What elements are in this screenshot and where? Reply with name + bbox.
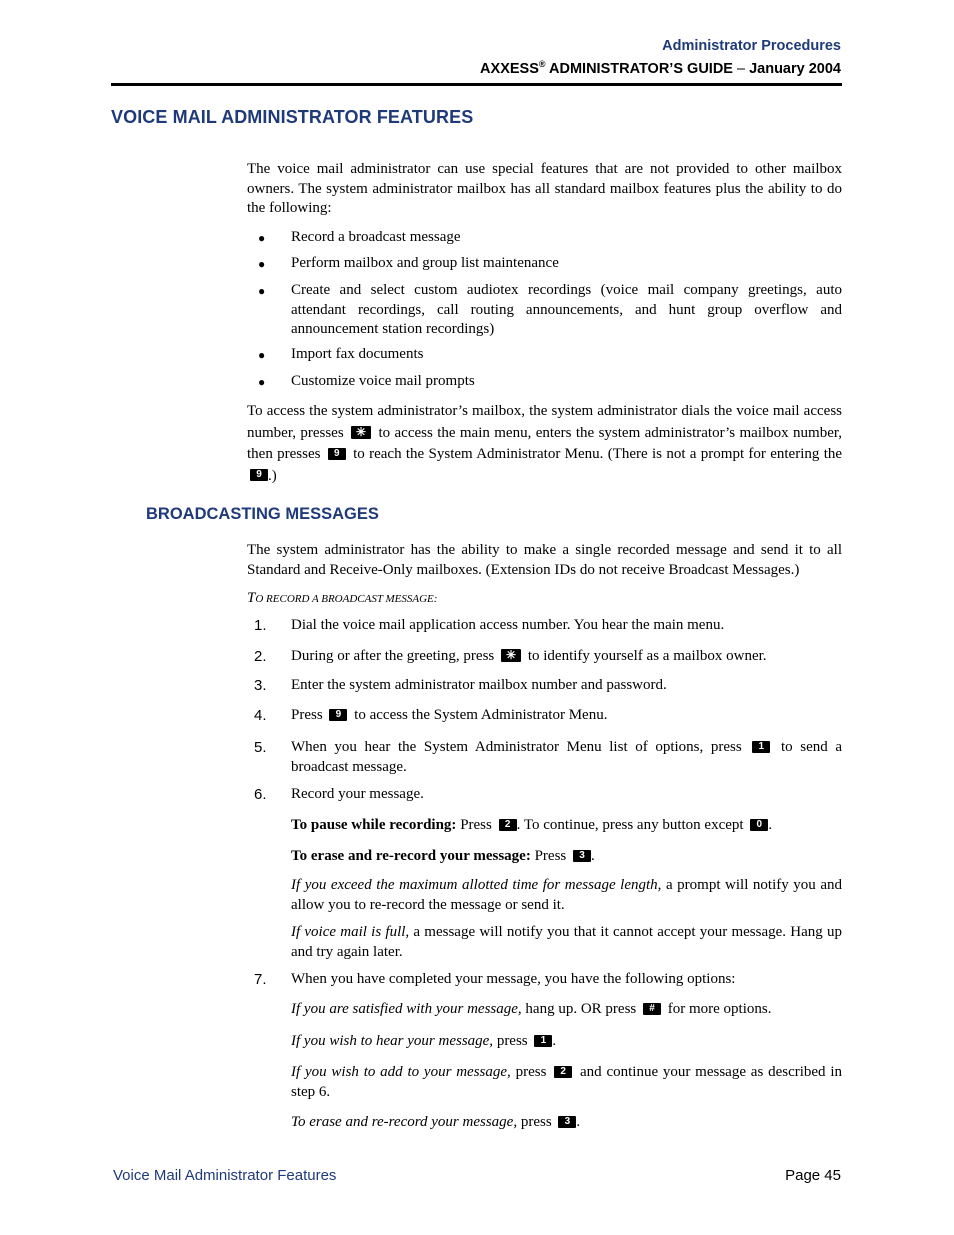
key-0-icon: 0 (750, 819, 768, 831)
step-text: During or after the greeting, press ✳ to identify yourself as a mailbox owner. (291, 648, 767, 664)
step-number: 1. (254, 617, 267, 634)
bullet-marker: ● (258, 284, 266, 298)
key-9-icon: 9 (329, 709, 347, 721)
page-title: VOICE MAIL ADMINISTRATOR FEATURES (111, 107, 474, 127)
exceed-note: If you exceed the maximum allotted time for message length, a prompt will notify you and allow you to re-record the message or send it. (291, 877, 842, 913)
step-text: Press 9 to access the System Administrator Menu. (291, 707, 608, 723)
erase-instruction: To erase and re-record your message: Press 3 . (291, 848, 595, 864)
bullet-marker: ● (258, 231, 266, 245)
bullet-item: Create and select custom audiotex recordings (voice mail company greetings, auto attendant recordings, call routing announcements, and hunt group overflow and announcement station recordings) (291, 282, 842, 337)
procedure-title: TO RECORD A BROADCAST MESSAGE: (247, 590, 438, 606)
step-number: 3. (254, 677, 267, 694)
header-guide-title: AXXESS® ADMINISTRATOR’S GUIDE – January 2004 (480, 59, 841, 77)
bullet-marker: ● (258, 257, 266, 271)
full-note: If voice mail is full, a message will notify you that it cannot accept your message. Hang up and try again later. (291, 924, 842, 960)
step-number: 4. (254, 707, 267, 724)
header-section-title: Administrator Procedures (662, 38, 841, 54)
footer-page-number: Page 45 (785, 1167, 841, 1184)
footer-section-name: Voice Mail Administrator Features (113, 1167, 337, 1184)
key-1-icon: 1 (752, 741, 770, 753)
step-text: Dial the voice mail application access number. You hear the main menu. (291, 617, 725, 633)
section-heading-broadcasting: BROADCASTING MESSAGES (146, 505, 379, 523)
option-add: If you wish to add to your message, press 2 and continue your message as described in step 6. (291, 1064, 843, 1100)
bullet-marker: ● (258, 375, 266, 389)
key-1-icon: 1 (534, 1035, 552, 1047)
key-hash-icon: # (643, 1003, 661, 1015)
key-3-icon: 3 (573, 850, 591, 862)
step-number: 2. (254, 648, 267, 665)
bullet-item: Record a broadcast message (291, 229, 461, 245)
star-key-icon: ✳ (501, 649, 521, 662)
step-text: Record your message. (291, 786, 424, 802)
intro-paragraph: The voice mail administrator can use special features that are not provided to other mailbox owners. The system administrator mailbox has all standard mailbox features plus the ability to do the following: (247, 161, 842, 216)
key-2-icon: 2 (554, 1066, 572, 1078)
header-rule (111, 83, 842, 86)
access-paragraph: To access the system administrator’s mailbox, the system administrator dials the voice mail access number, presses ✳ to access the main menu, enters the system administrator’s mailbox number, then presses 9 to reach the System Administrator Menu. (There is not a prompt for entering the 9 .) (247, 403, 843, 484)
bullet-item: Perform mailbox and group list maintenance (291, 255, 559, 271)
bullet-item: Customize voice mail prompts (291, 373, 475, 389)
star-key-icon: ✳ (351, 426, 371, 439)
key-9-icon: 9 (250, 469, 268, 481)
step-number: 7. (254, 971, 267, 988)
step-number: 6. (254, 786, 267, 803)
broadcast-intro-paragraph: The system administrator has the ability to make a single recorded message and send it to all Standard and Receive-Only mailboxes. (Extension IDs do not receive Broadcast Messages.) (247, 542, 842, 578)
option-satisfied: If you are satisfied with your message, hang up. OR press # for more options. (291, 1001, 772, 1017)
pause-instruction: To pause while recording: Press 2 . To continue, press any button except 0 . (291, 817, 773, 833)
key-2-icon: 2 (499, 819, 517, 831)
step-text: When you hear the System Administrator Menu list of options, press 1 to send a broadcast message. (291, 739, 843, 775)
step-text: Enter the system administrator mailbox number and password. (291, 677, 667, 693)
key-9-icon: 9 (328, 448, 346, 460)
option-erase: To erase and re-record your message, press 3 . (291, 1114, 581, 1130)
step-number: 5. (254, 739, 267, 756)
bullet-item: Import fax documents (291, 346, 424, 362)
key-3-icon: 3 (558, 1116, 576, 1128)
option-hear: If you wish to hear your message, press 1 . (291, 1033, 557, 1049)
step-text: When you have completed your message, you have the following options: (291, 971, 736, 987)
bullet-marker: ● (258, 348, 266, 362)
